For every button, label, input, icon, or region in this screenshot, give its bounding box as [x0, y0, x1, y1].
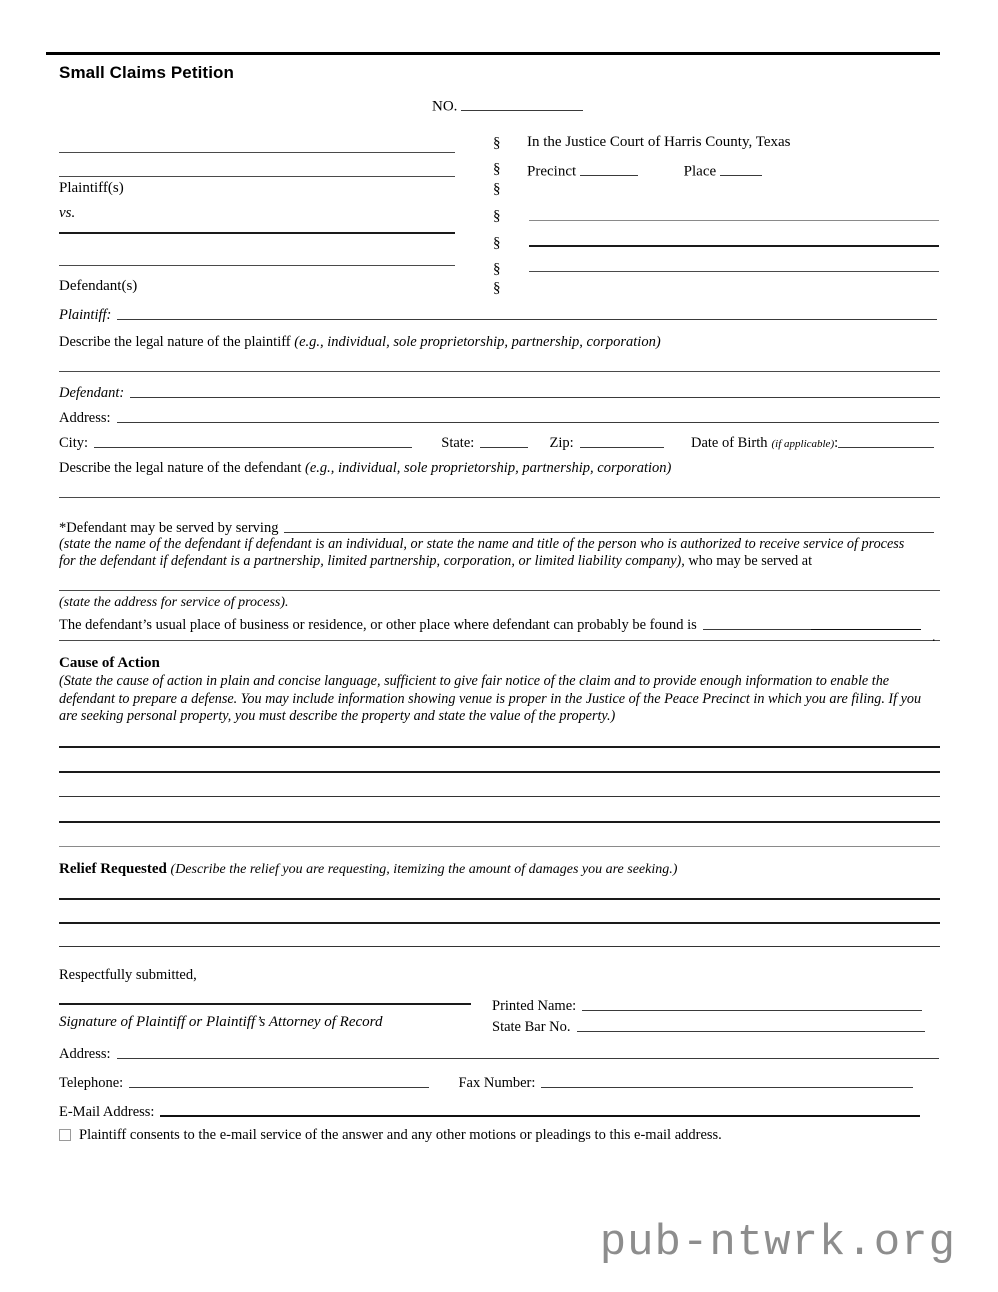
defendant-address-row [59, 408, 939, 427]
telephone-label: Telephone: [59, 1074, 124, 1091]
place-blank[interactable] [720, 161, 762, 176]
case-number-label: NO. [432, 98, 458, 115]
defendant-label: Defendant: [59, 384, 125, 401]
relief-requested-heading: Relief Requested [59, 861, 167, 877]
plaintiff-label: Plaintiff: [59, 306, 112, 323]
header-divider [46, 52, 940, 55]
served-by-row [59, 518, 934, 537]
attorney-address-row [59, 1044, 939, 1063]
signature-line[interactable] [59, 1003, 471, 1005]
usual-place-blank-2[interactable] [811, 615, 921, 630]
printed-name-label: Printed Name: [492, 997, 577, 1014]
cause-of-action-line-5[interactable] [59, 846, 940, 847]
plaintiff-input-blank[interactable] [117, 305, 937, 320]
cause-of-action-line-4[interactable] [59, 821, 940, 823]
caption-right-line-2[interactable] [529, 245, 939, 247]
defendant-address-blank[interactable] [117, 408, 939, 423]
fax-blank[interactable] [541, 1073, 913, 1088]
section-symbol-3: § [493, 181, 501, 197]
precinct-place-row [527, 161, 762, 180]
defendant-describe-examples: (e.g., individual, sole proprietorship, partnership, corporation) [304, 460, 672, 476]
service-instruction-line-2 [59, 553, 940, 571]
email-blank[interactable] [160, 1101, 920, 1117]
caption-right-line-1[interactable] [529, 220, 939, 221]
defendant-nature-line[interactable] [59, 497, 940, 498]
relief-requested-line-1[interactable] [59, 898, 940, 900]
page-title: Small Claims Petition [59, 63, 234, 82]
place-label: Place [683, 163, 717, 180]
email-row [59, 1101, 920, 1121]
section-symbol-1: § [493, 135, 501, 151]
email-consent-checkbox[interactable] [59, 1129, 71, 1141]
email-consent-row[interactable] [59, 1127, 722, 1144]
section-symbol-4: § [493, 208, 501, 224]
service-instruction-italic: for the defendant if defendant is a partnership, limited partnership, corporation, or limited liability company), [59, 553, 685, 569]
defendant-caption-label: Defendant(s) [59, 278, 138, 294]
plaintiff-describe-row [59, 334, 661, 351]
cause-of-action-heading: Cause of Action [59, 655, 160, 671]
section-symbol-6: § [493, 261, 501, 277]
caption-right-line-3[interactable] [529, 271, 939, 272]
section-symbol-2: § [493, 161, 501, 177]
relief-requested-line-2[interactable] [59, 922, 940, 924]
telephone-fax-row [59, 1073, 913, 1092]
plaintiff-row [59, 305, 937, 324]
case-number-blank[interactable] [461, 96, 583, 111]
plaintiff-describe-prefix: Describe the legal nature of the plaintiff [59, 334, 295, 350]
site-watermark: pub-ntwrk.org [599, 1218, 956, 1268]
email-label: E-Mail Address: [59, 1103, 155, 1120]
respectfully-submitted: Respectfully submitted, [59, 967, 197, 983]
city-label: City: [59, 434, 89, 451]
date-of-birth-blank[interactable] [838, 433, 934, 448]
precinct-label: Precinct [527, 163, 577, 180]
service-instruction-upright: who may be served at [684, 553, 813, 569]
case-number-field[interactable] [432, 96, 583, 115]
state-label: State: [441, 434, 475, 451]
defendant-row [59, 383, 940, 402]
plaintiff-nature-line[interactable] [59, 371, 940, 372]
defendant-name-line-2[interactable] [59, 265, 455, 266]
defendant-input-blank[interactable] [130, 383, 940, 398]
cause-of-action-instructions: (State the cause of action in plain and concise language, sufficient to give fair notice of the claim and to provide enough information to enable the defendant to prepare a defense. You may include information showing venue is proper in the Justice of the Peace Precinct in which you are filing. If you are seeking personal property, you must describe the property and state the value of the property.) [59, 673, 922, 724]
service-instruction-line-1: (state the name of the defendant if defendant is an individual, or state the name and title of the person who is authorized to receive service of process [59, 536, 905, 552]
cause-of-action-line-2[interactable] [59, 771, 940, 773]
usual-place-text: The defendant’s usual place of business or residence, or other place where defendant can probably be found is [59, 616, 697, 633]
state-blank[interactable] [480, 433, 528, 448]
usual-place-line[interactable] [59, 640, 940, 641]
versus-label: vs. [59, 205, 76, 221]
city-state-zip-row [59, 433, 934, 452]
defendant-address-label: Address: [59, 409, 111, 426]
served-by-label: *Defendant may be served by serving [59, 519, 279, 536]
usual-place-period: . [932, 630, 936, 645]
zip-label: Zip: [549, 434, 574, 451]
plaintiff-name-line-2[interactable] [59, 176, 455, 177]
plaintiff-name-line-1[interactable] [59, 152, 455, 153]
email-consent-label: Plaintiff consents to the e-mail service of the answer and any other motions or pleadings to this e-mail address. [79, 1127, 722, 1143]
attorney-address-blank[interactable] [117, 1044, 939, 1059]
printed-name-blank[interactable] [582, 996, 922, 1011]
fax-label: Fax Number: [458, 1074, 536, 1091]
service-address-note: (state the address for service of process). [59, 595, 289, 610]
cause-of-action-line-3[interactable] [59, 796, 940, 797]
state-bar-row [492, 1017, 925, 1036]
state-bar-blank[interactable] [577, 1017, 925, 1032]
precinct-blank[interactable] [580, 161, 638, 176]
defendant-describe-row [59, 460, 671, 477]
date-of-birth-note: (if applicable) [771, 437, 835, 450]
defendant-describe-prefix: Describe the legal nature of the defendant [59, 460, 305, 476]
cause-of-action-line-1[interactable] [59, 746, 940, 748]
relief-requested-instructions: (Describe the relief you are requesting, itemizing the amount of damages you are seeking.) [170, 862, 678, 877]
plaintiff-caption-label: Plaintiff(s) [59, 180, 124, 196]
service-address-line[interactable] [59, 590, 940, 591]
attorney-address-label: Address: [59, 1045, 111, 1062]
usual-place-row [59, 615, 921, 634]
date-of-birth-label: Date of Birth [690, 434, 768, 451]
signature-caption: Signature of Plaintiff or Plaintiff’s Attorney of Record [59, 1014, 383, 1030]
section-symbol-7: § [493, 280, 501, 296]
printed-name-row [492, 996, 922, 1015]
zip-blank[interactable] [580, 433, 664, 448]
state-bar-label: State Bar No. [492, 1018, 571, 1035]
court-line: In the Justice Court of Harris County, Texas [527, 134, 791, 150]
section-symbol-5: § [493, 235, 501, 251]
relief-requested-line-3[interactable] [59, 946, 940, 947]
plaintiff-describe-examples: (e.g., individual, sole proprietorship, partnership, corporation) [294, 334, 661, 350]
date-of-birth-colon: : [834, 434, 839, 451]
telephone-blank[interactable] [129, 1073, 429, 1088]
served-by-blank[interactable] [284, 518, 934, 533]
usual-place-blank-1[interactable] [703, 615, 811, 630]
city-blank[interactable] [94, 433, 412, 448]
defendant-name-line-1[interactable] [59, 232, 455, 234]
relief-requested-row [59, 861, 677, 878]
